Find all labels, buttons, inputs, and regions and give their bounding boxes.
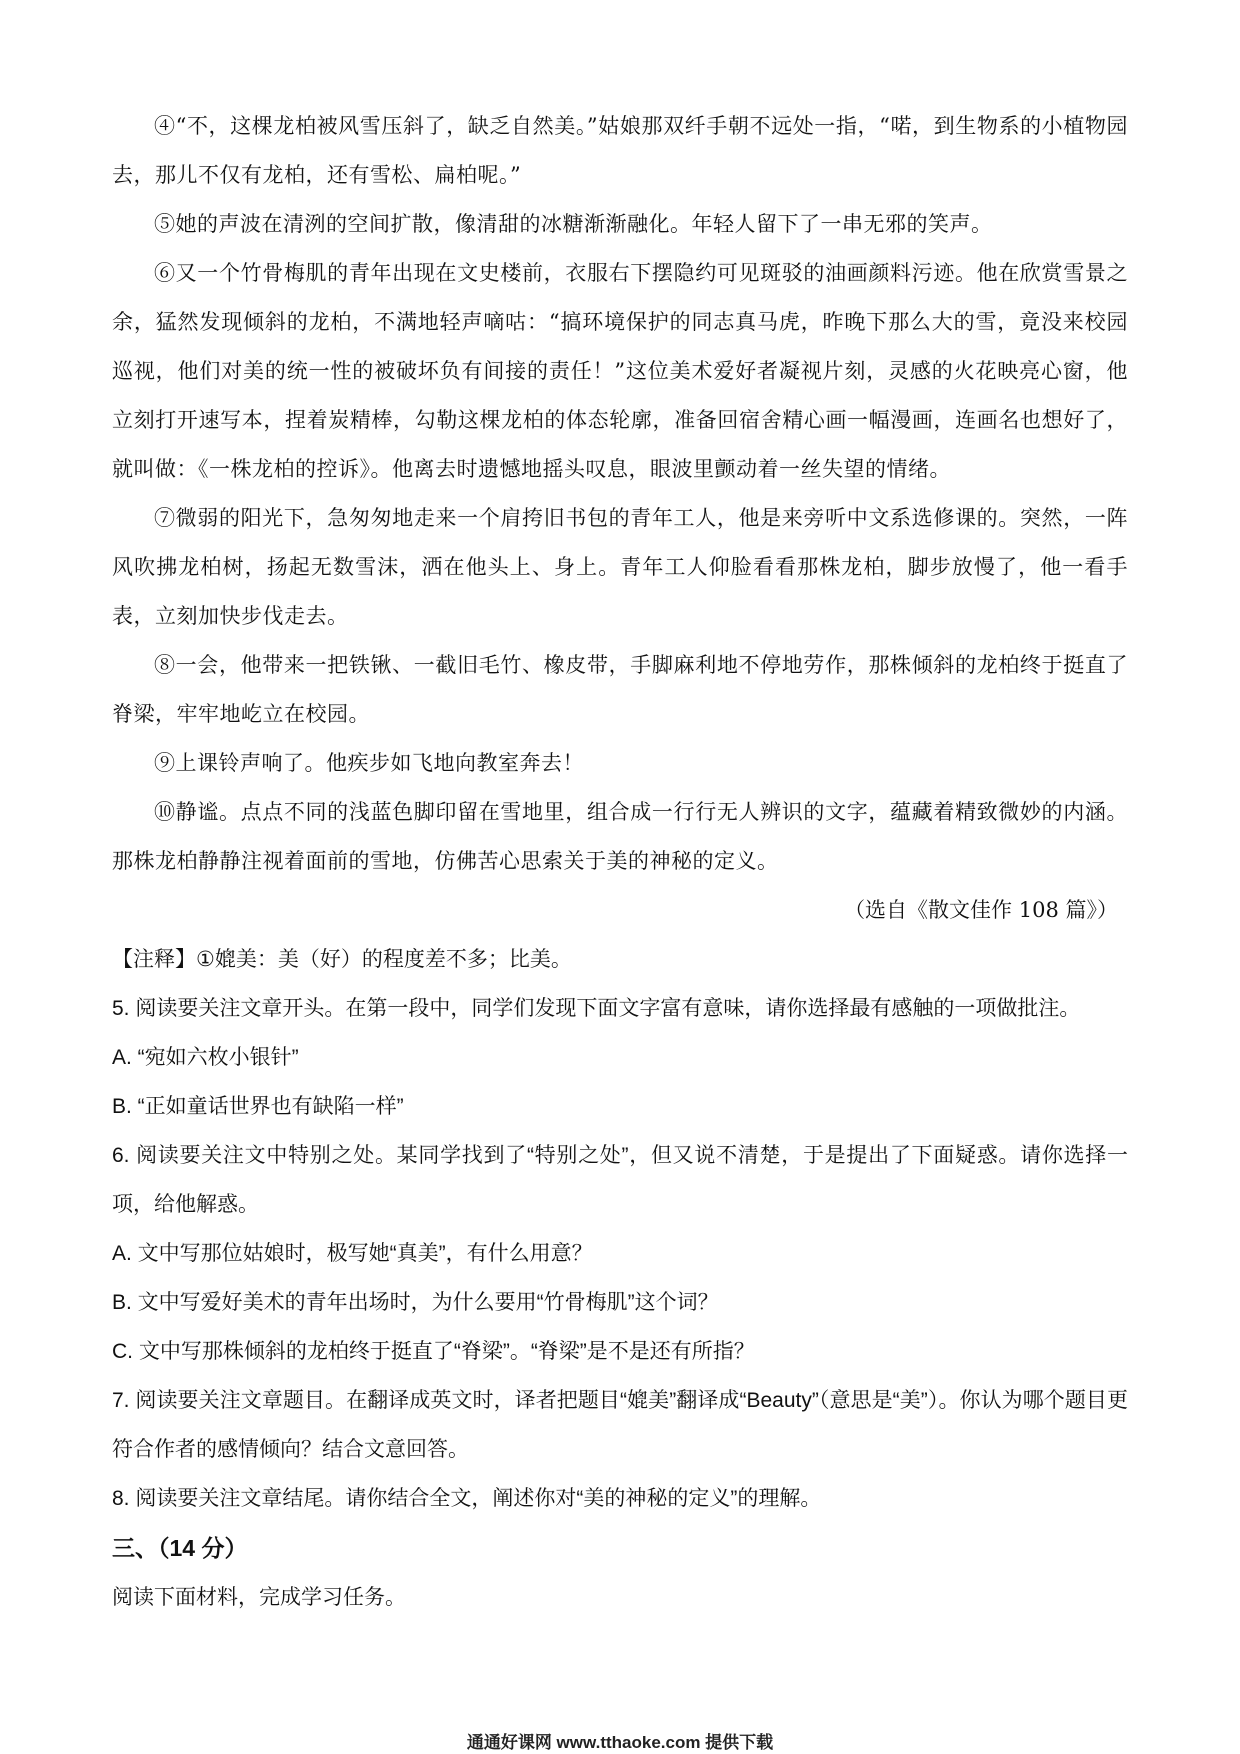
question-5-option-b: B. “正如童话世界也有缺陷一样”: [112, 1095, 404, 1118]
paragraph-10: ⑩静谧。点点不同的浅蓝色脚印留在雪地里，组合成一行行无人辨识的文字，蕴藏着精致微妙的内涵。那株龙柏静静注视着面前的雪地，仿佛苦心思索关于美的神秘的定义。: [112, 800, 1128, 873]
question-8-stem: 8. 阅读要关注文章结尾。请你结合全文，阐述你对“美的神秘的定义”的理解。: [112, 1487, 822, 1510]
question-5-option-a: A. “宛如六枚小银针”: [112, 1046, 299, 1069]
section-3: [112, 1523, 1128, 1622]
section-3-title: 三、（14 分）: [112, 1535, 248, 1561]
paragraph-7: ⑦微弱的阳光下，急匆匆地走来一个肩挎旧书包的青年工人，他是来旁听中文系选修课的。突然，一阵风吹拂龙柏树，扬起无数雪沫，洒在他头上、身上。青年工人仰脸看看那株龙柏，脚步放慢了，他一看手表，立刻加快步伐走去。: [112, 506, 1128, 628]
paragraph-9: ⑨上课铃声响了。他疾步如飞地向教室奔去！: [154, 751, 584, 775]
question-7: [112, 1376, 1128, 1474]
paragraph-8: ⑧一会，他带来一把铁锹、一截旧毛竹、橡皮带，手脚麻利地不停地劳作，那株倾斜的龙柏终于挺直了脊梁，牢牢地屹立在校园。: [112, 653, 1128, 726]
question-5-stem: 5. 阅读要关注文章开头。在第一段中，同学们发现下面文字富有意味，请你选择最有感触的一项做批注。: [112, 997, 1081, 1020]
question-6-option-a: A. 文中写那位姑娘时，极写她“真美”，有什么用意？: [112, 1242, 593, 1265]
question-7-stem: 7. 阅读要关注文章题目。在翻译成英文时，译者把题目“媲美”翻译成“Beauty”（意思是“美”）。你认为哪个题目更符合作者的感情倾向？结合文意回答。: [112, 1389, 1128, 1461]
page-content: [112, 102, 1128, 1622]
page-footer: 通通好课网 www.tthaoke.com 提供下载: [466, 1733, 774, 1752]
paragraph-5: ⑤她的声波在清洌的空间扩散，像清甜的冰糖渐渐融化。年轻人留下了一串无邪的笑声。: [154, 212, 993, 236]
paragraph-6: ⑥又一个竹骨梅肌的青年出现在文史楼前，衣服右下摆隐约可见斑驳的油画颜料污迹。他在欣赏雪景之余，猛然发现倾斜的龙柏，不满地轻声嘀咕：“搞环境保护的同志真马虎，昨晚下那么大的雪，竟没来校园巡视，他们对美的统一性的被破坏负有间接的责任！”这位美术爱好者凝视片刻，灵感的火花映亮心窗，他立刻打开速写本，捏着炭精棒，勾勒这棵龙柏的体态轮廓，准备回宿舍精心画一幅漫画，连画名也想好了，就叫做：《一株龙柏的控诉》。他离去时遗憾地摇头叹息，眼波里颤动着一丝失望的情绪。: [112, 261, 1128, 481]
paragraph-4: ④“不，这棵龙柏被风雪压斜了，缺乏自然美。”姑娘那双纤手朝不远处一指，“喏，到生物系的小植物园去，那儿不仅有龙柏，还有雪松、扁柏呢。”: [112, 114, 1128, 187]
question-6-stem: 6. 阅读要关注文中特别之处。某同学找到了“特别之处”，但又说不清楚，于是提出了下面疑惑。请你选择一项，给他解惑。: [112, 1144, 1128, 1216]
question-6-option-c: C. 文中写那株倾斜的龙柏终于挺直了“脊梁”。“脊梁”是不是还有所指？: [112, 1340, 755, 1363]
annotation-note: 【注释】①媲美：美（好）的程度差不多；比美。: [112, 948, 572, 971]
question-6: [112, 1131, 1128, 1376]
question-6-option-b: B. 文中写爱好美术的青年出场时，为什么要用“竹骨梅肌”这个词？: [112, 1291, 719, 1314]
source-citation: （选自《散文佳作 108 篇》）: [844, 898, 1118, 922]
question-5: [112, 984, 1128, 1131]
section-3-instruction: 阅读下面材料，完成学习任务。: [112, 1586, 406, 1609]
question-8: [112, 1474, 1128, 1523]
